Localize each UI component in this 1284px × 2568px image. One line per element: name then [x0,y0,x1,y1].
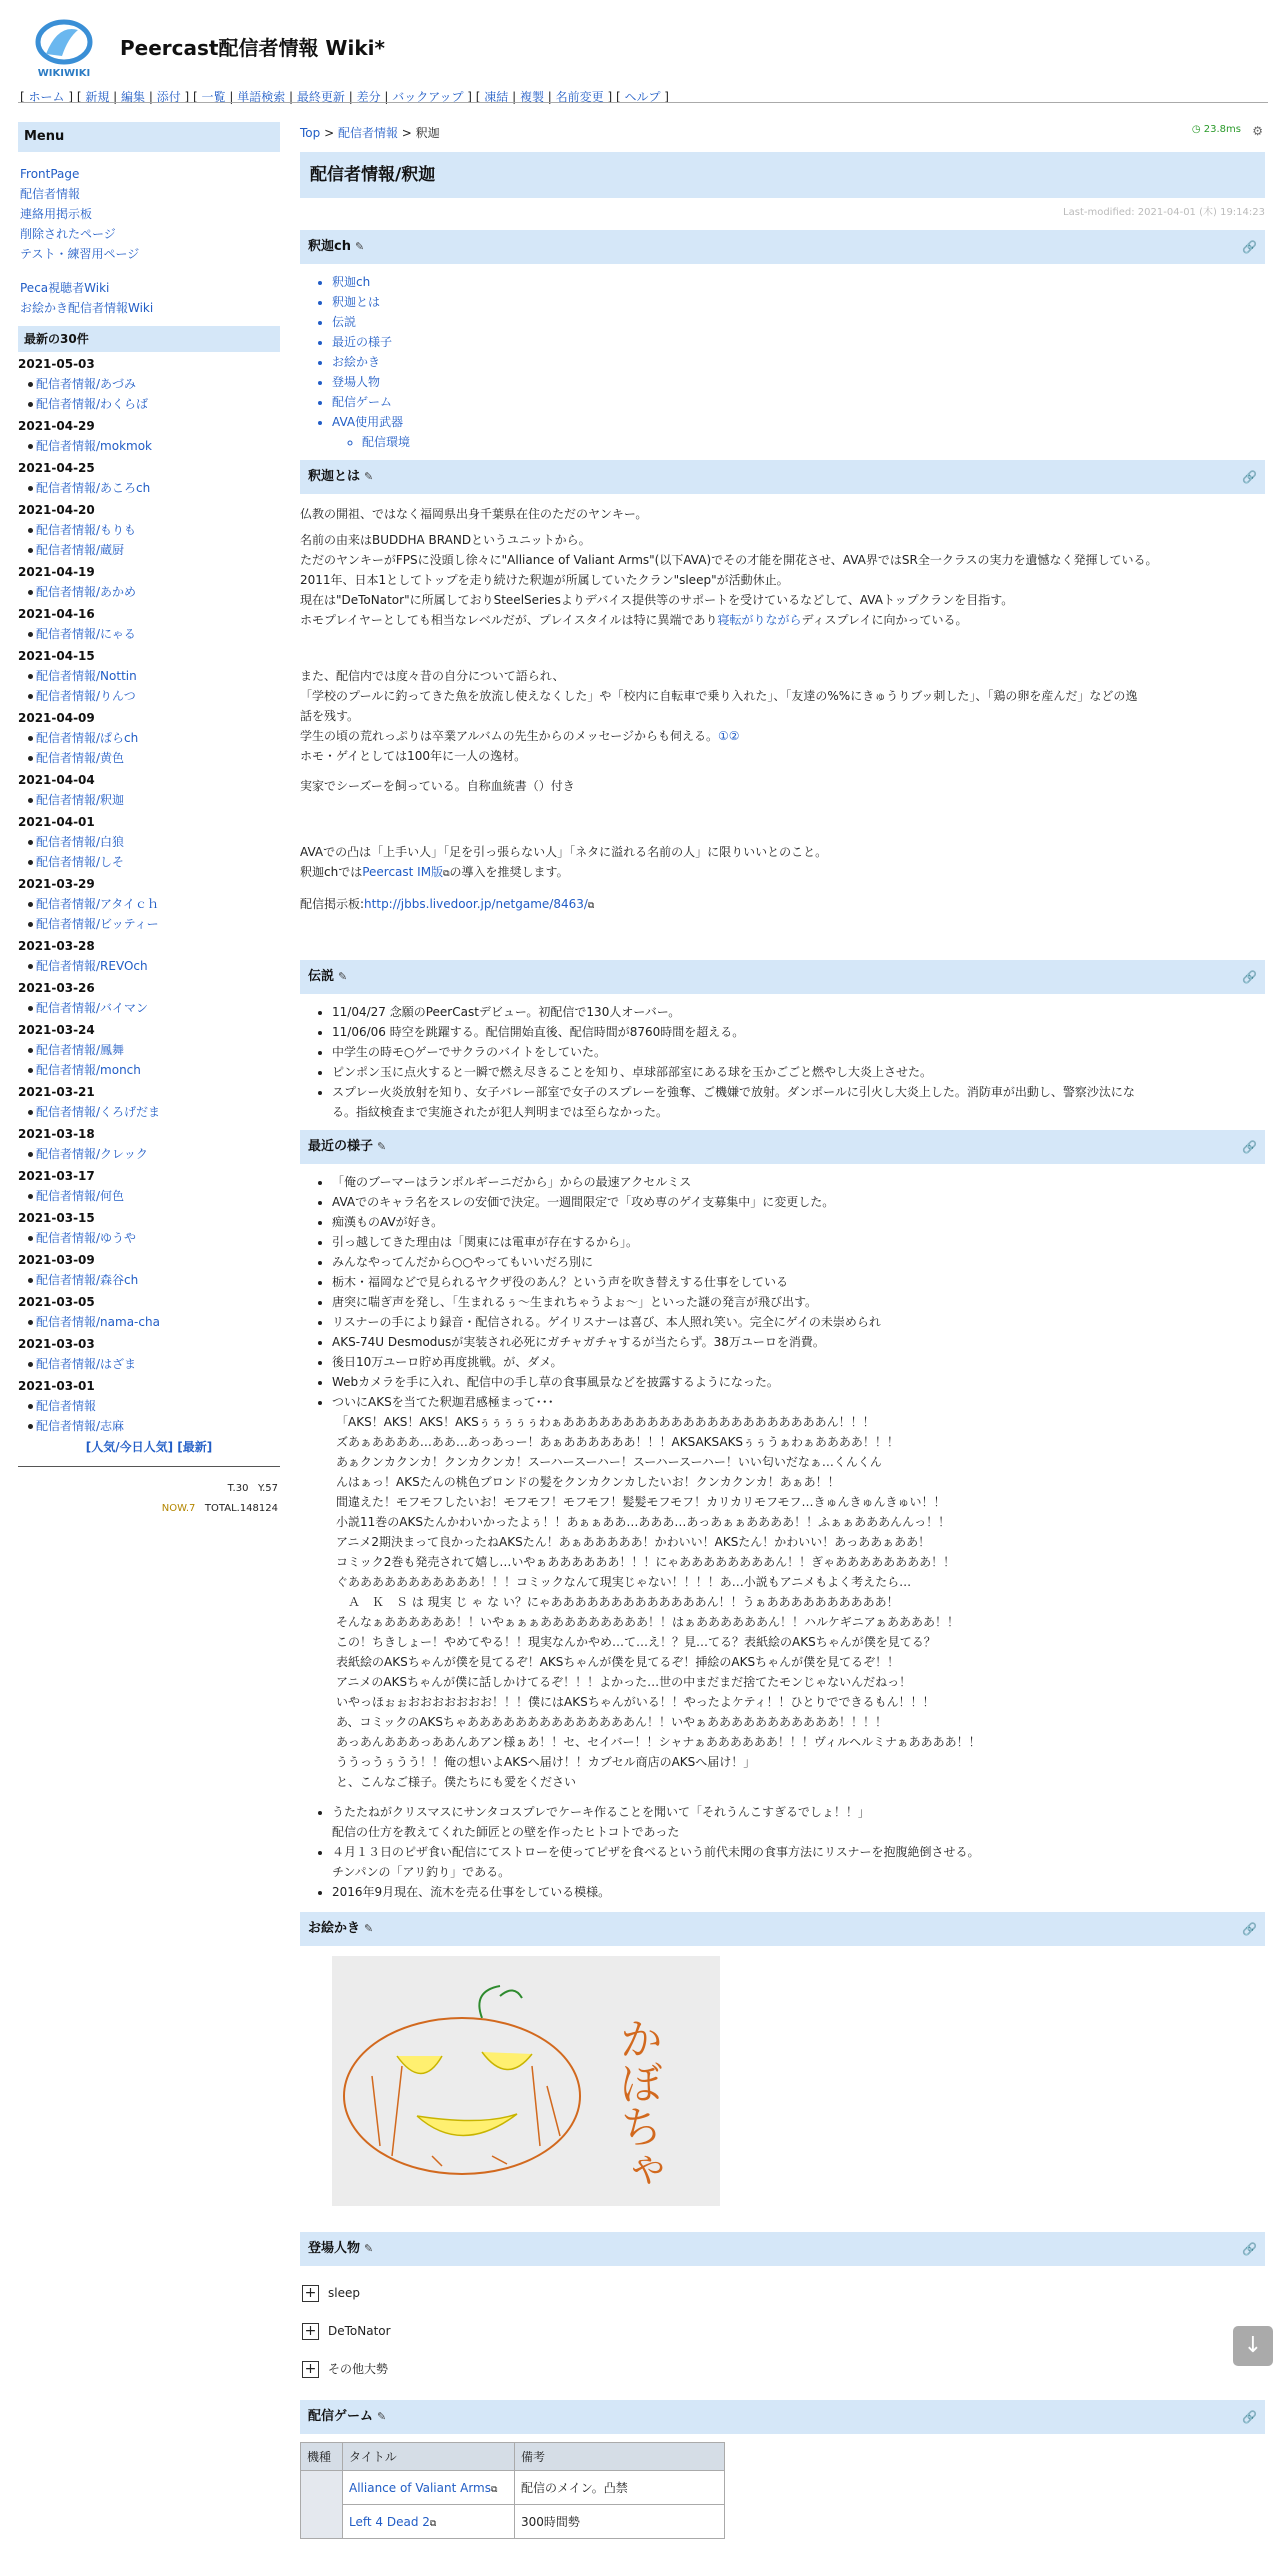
status-item: • AVAでのキャラ名をスレの安価で決定。一週間限定で「攻め専のゲイ支募集中」に変更した。 [332,1192,1265,1212]
recent-item[interactable]: 配信者情報/釈迦 [18,790,280,810]
col-header: タイトル [343,2443,515,2471]
about-body [300,504,1265,916]
about-line: また、配信内では度々昔の自分について語られ、 [300,669,565,683]
status-item: • うたたねがクリスマスにサンタコスプレでケーキ作ることを聞いて「それうんこすぎるでしょ！！」 配信の仕方を教えてくれた師匠との壁を作ったヒトコトであった [332,1802,1265,1842]
status-spacer [332,1792,1265,1802]
render-time [1192,124,1241,135]
plus-icon[interactable]: + [302,2285,319,2302]
character-item[interactable] [300,2350,1265,2388]
recent-item[interactable]: 配信者情報/あづみ [18,374,280,394]
toc-item[interactable]: • お絵かき [332,352,1265,372]
game-link[interactable]: Alliance of Valiant Arms [349,2480,491,2495]
nav-link[interactable]: 最終更新 [296,90,345,104]
status-item: • AKS-74U Desmodusが実装され必死にガチャガチャするが当たらず。38万ユーロを消費。 [332,1332,1265,1352]
breadcrumb-sep: > [320,126,338,140]
recent-item[interactable]: 配信者情報 [18,1396,280,1416]
status-cont: チンパンの「アリ釣り」である。 [332,1865,511,1879]
recent-item[interactable]: 配信者情報/ぱらch [18,728,280,748]
quote-line: ぐあああああああああああ！！！コミックなんて現実じゃない！！！！あ…小説もアニメもよく考えたら… [336,1575,912,1589]
recent-item[interactable]: 配信者情報/にゃる [18,624,280,644]
recent-date: 2021-03-21 [18,1085,95,1099]
pencil-icon[interactable]: ✎ [364,1922,374,1935]
counter-y: Y.57 [258,1483,278,1494]
status-item: • 2016年9月現在、流木を売る仕事をしている模様。 [332,1882,1265,1902]
recent-item[interactable]: 配信者情報/あころch [18,478,280,498]
sleeping-link[interactable]: 寝転がりながら [717,613,802,627]
recent-footer [18,1436,280,1458]
legend-item: • 11/04/27 念願のPeerCastデビュー。初配信で130人オーバー。 [332,1002,1265,1022]
peercast-im-link[interactable]: Peercast IM版 [362,865,444,879]
counter-now: NOW.7 [161,1503,196,1514]
recent-status-list [300,1172,1265,1902]
legend-item: • スプレー火炎放射を知り、女子バレー部室で女子のスプレーを強奪、ご機嫌で放射。ダンボールに引火し大炎上した。消防車が出動し、警察沙汰にな る。指紋検査まで実施されたが犯人判明までは至らなかった。 [332,1082,1265,1122]
quote-line: いやっほぉぉおおおおおおお！！！僕にはAKSちゃんがいる！！やったよケティ！！ひとりでできるもん！！！ [336,1695,935,1709]
recent-date: 2021-03-09 [18,1253,95,1267]
wikiwiki-logo[interactable] [28,18,100,80]
nav-link[interactable]: 添付 [156,90,181,104]
col-header: 備考 [515,2443,725,2471]
quote-line: ううっうぅうう！！俺の想いよAKSへ届け！！カブセル商店のAKSへ届け！」 [336,1755,756,1769]
nav-link[interactable]: 新規 [85,90,110,104]
table-cell: 配信のメイン。凸禁 [515,2471,725,2505]
site-title: Peercast配信者情報 Wiki* [120,36,385,60]
menu-link[interactable]: テスト・練習用ページ [20,247,140,261]
status-item: • リスナーの手により録音・配信される。ゲイリスナーは喜び、本人照れ笑い。完全にゲイの未崇められ [332,1312,1265,1332]
character-item[interactable] [300,2312,1265,2350]
quote-line: 「AKS！AKS！AKS！AKSぅぅぅぅぅわぁああああああああああああああああああああああん！！！ [336,1415,875,1429]
latest-link[interactable]: [最新] [177,1440,213,1454]
clock-icon: ◷ [1191,124,1201,135]
about-line: 現在は"DeToNator"に所属しておりSteelSeriesよりデバイス提供等のサポートを受けているなどして、AVAトップクランを目指す。 [300,593,1014,607]
menu-link[interactable]: 削除されたページ [20,227,116,241]
recent-item[interactable]: 配信者情報/黄色 [18,748,280,768]
nav-link[interactable]: 一覧 [201,90,226,104]
table-row [301,2471,725,2505]
nav-link[interactable]: 単語検索 [237,90,286,104]
recent-date: 2021-04-01 [18,815,95,829]
toc-item[interactable]: • 釈迦ch [332,272,1265,292]
link-icon[interactable]: 🔗 [1242,1140,1257,1154]
status-item: • 「俺のブーマーはランボルギーニだから」からの最速アクセルミス [332,1172,1265,1192]
toc-item[interactable]: • AVA使用武器 [332,412,1265,432]
pencil-icon[interactable]: ✎ [377,2410,387,2423]
section-title: 釈迦とは [308,469,361,484]
status-item: • 後日10万ユーロ貯め再度挑戦。が、ダメ。 [332,1352,1265,1372]
breadcrumb-top[interactable]: Top [300,126,321,140]
recent-date: 2021-04-04 [18,773,95,787]
sidebar-menu [18,122,280,1519]
about-p1: 仏教の開祖、ではなく福岡県出身千葉県在住のただのヤンキー。 [300,507,648,521]
recent-item[interactable]: 配信者情報/mokmok [18,436,280,456]
status-cont: 配信の仕方を教えてくれた師匠との壁を作ったヒトコトであった [332,1825,680,1839]
menu-title: Menu [18,122,280,152]
about-p3b: ホモ・ゲイとしては100年に一人の逸材。 [300,749,527,763]
table-cell [301,2471,343,2539]
recent-item[interactable]: 配信者情報/もりも [18,520,280,540]
external-link-icon: ⧉ [429,2518,437,2529]
recent-item[interactable]: 配信者情報/くろげだま [18,1102,280,1122]
section-title: お絵かき [308,1921,361,1936]
character-name: sleep [328,2286,360,2300]
page-title: 配信者情報/釈迦 [300,152,1265,198]
character-name: DeToNator [328,2324,391,2338]
status-item: • Webカメラを手に入れ、配信中の手し草の食事風景などを披露するようになった。 [332,1372,1265,1392]
quote-line: アニメのAKSちゃんが僕に話しかけてるぞ！！！よかった…世の中まだまだ捨てたモンじゃないんだねっ！ [336,1675,912,1689]
table-cell [343,2471,515,2505]
recent-date: 2021-05-03 [18,357,95,371]
menu-link[interactable]: 連絡用掲示板 [20,207,93,221]
nav-link[interactable]: 複製 [519,90,544,104]
menu-link[interactable]: Peca視聴者Wiki [20,281,110,295]
game-link[interactable]: Left 4 Dead 2 [349,2514,430,2529]
pumpkin-drawing [332,1956,720,2206]
section-title: 配信ゲーム [308,2409,374,2424]
link-icon[interactable]: 🔗 [1242,470,1257,484]
toc-item[interactable]: • 伝説 [332,312,1265,332]
about-line: 名前の由来はBUDDHA BRANDというユニットから。 [300,533,591,547]
status-item: • ついにAKSを当てた釈迦君感極まって･･･ 「AKS！AKS！AKS！AKSぅぅぅぅぅわぁああああああああああああああああああああああん！！！ ズあぁああああ…ああ…あっあっー！あぁああああああ！！！AKSAKSAKSぅぅうぁわぁああああ！！！ あぁクンカクンカ！クンカクンカ！スーハースーハー！スーハースーハー！いい匂いだなぁ…くんくん んはぁっ！AKSたんの桃色ブロンドの髪をクンカクンカしたいお！クンカクンカ！あぁあ！！ 間違えた！モフモフしたいお！モフモフ！モフモフ！髪髪モフモフ！カリカリモフモフ…きゅんきゅんきゅい！！ 小説11巻のAKSたんかわいかったよぅ！！あぁぁああ…あああ…あっあぁぁああああ！！ふぁぁあああんんっ！！ アニメ2期決まって良かったねAKSたん！あぁあああああ！かわいい！AKSたん！かわいい！あっああぁああ！ コミック2巻も発売されて嬉し…いやぁああああああ！！！にゃああああああああん！！ぎゃああああああああ！！ ぐあああああああああああ！！！コミックなんて現実じゃない！！！！あ…小説もアニメもよく考えたら… Ａ Ｋ Ｓ は 現実 じ ゃ な い？にゃあああああああああああああん！！うぁああああああああああ！ そんなぁああああああ！！いやぁぁぁあああああああああ！！はぁああああああん！！ハルケギニアぁああああ！！ この！ちきしょー！やめてやる！！現実なんかやめ…て…え！？見…てる？表紙絵のAKSちゃんが僕を見てる？ 表紙絵のAKSちゃんが僕を見てるぞ！AKSちゃんが僕を見てるぞ！挿絵のAKSちゃんが僕を見てるぞ！！ アニメのAKSちゃんが僕に話しかけてるぞ！！！よかった…世の中まだまだ捨てたモンじゃないんだねっ！ いやっほぉぉおおおおおおお！！！僕にはAKSちゃんがいる！！やったよケティ！！ひとりでできるもん！！！ あ、コミックのAKSちゃああああああああああああああん！！いやぁあああああああああああ！！！！ あっあんあああっああんあアン様ぁあ！！セ、セイバー！！シャナぁああああああ！！！ヴィルヘルミナぁああああ！！ ううっうぅうう！！俺の想いよAKSへ届け！！カブセル商店のAKSへ届け！」 と、こんなご様子。僕たちにも愛をください [332,1392,1265,1792]
status-item: • 栃木・福岡などで見られるヤクザ役のあん？という声を吹き替えする仕事をしている [332,1272,1265,1292]
section-title: 釈迦ch [308,239,351,254]
menu-links-external [18,264,280,318]
recent-item[interactable]: 配信者情報/しそ [18,852,280,872]
recent-date: 2021-04-09 [18,711,95,725]
pencil-icon[interactable]: ✎ [338,970,348,983]
quote-block [332,1412,1265,1792]
recent-date: 2021-03-26 [18,981,95,995]
quote-line: と、こんなご様子。僕たちにも愛をください [336,1775,577,1789]
link-icon[interactable]: 🔗 [1242,1922,1257,1936]
gear-icon[interactable]: ⚙ [1252,124,1263,138]
status-item: • みんなやってんだから○○やってもいいだろ別に [332,1252,1265,1272]
album-link[interactable]: ①② [717,729,740,743]
about-line: ただのヤンキーがFPSに没頭し徐々に"Alliance of Valiant Arms"(以下AVA)でその才能を開花させ、AVA界ではSR全一クラスの実力を遺憾なく発揮している。 [300,553,1158,567]
about-line: 2011年、日本1としてトップを走り続けた釈迦が所属していたクラン"sleep"が活動休止。 [300,573,789,587]
pencil-icon[interactable]: ✎ [364,2242,374,2255]
recent-item[interactable]: 配信者情報/アタイｃｈ [18,894,280,914]
status-item: • ４月１３日のピザ食い配信にてストローを使ってピザを食べるという前代未聞の食事方法にリスナーを抱腹絶倒させる。 チンパンの「アリ釣り」である。 [332,1842,1265,1882]
quote-line: コミック2巻も発売されて嬉し…いやぁああああああ！！！にゃああああああああん！！ぎゃああああああああ！！ [336,1555,956,1569]
header-divider [18,102,1268,103]
toc-sublist [332,432,1265,452]
table-header-row [301,2443,725,2471]
recent-item[interactable]: 配信者情報/わくらば [18,394,280,414]
breadcrumb [300,122,1265,144]
recent-item[interactable]: 配信者情報/monch [18,1060,280,1080]
recent-item[interactable]: 配信者情報/はざま [18,1354,280,1374]
recent-date: 2021-04-20 [18,503,95,517]
recent-date: 2021-03-03 [18,1337,95,1351]
link-icon[interactable]: 🔗 [1242,2410,1257,2424]
about-p4: 実家でシーズーを飼っている。自称血統書（）付き [300,779,575,793]
col-header: 機種 [301,2443,343,2471]
recent-item[interactable]: 配信者情報/クレック [18,1144,280,1164]
nav-link[interactable]: バックアップ [392,90,464,104]
recent-item[interactable]: 配信者情報/あかめ [18,582,280,602]
section-games-heading [300,2400,1265,2434]
games-table [300,2442,725,2539]
nav-link[interactable]: 凍結 [484,90,509,104]
recent-item[interactable]: 配信者情報/バイマン [18,998,280,1018]
recent-item[interactable]: 配信者情報/鳳舞 [18,1040,280,1060]
about-p6: 釈迦chではPeercast IM版⧉の導入を推奨します。 [300,865,569,879]
link-icon[interactable]: 🔗 [1242,970,1257,984]
quote-line: 表紙絵のAKSちゃんが僕を見てるぞ！AKSちゃんが僕を見てるぞ！挿絵のAKSちゃんが僕を見てるぞ！！ [336,1655,900,1669]
recent-item[interactable]: 配信者情報/REVOch [18,956,280,976]
link-icon[interactable]: 🔗 [1242,240,1257,254]
bbs-link[interactable]: http://jbbs.livedoor.jp/netgame/8463/ [364,897,588,911]
recent-item[interactable]: 配信者情報/Nottin [18,666,280,686]
quote-line: 小説11巻のAKSたんかわいかったよぅ！！あぁぁああ…あああ…あっあぁぁああああ！！ふぁぁあああんんっ！！ [336,1515,951,1529]
external-link-icon: ⧉ [491,2484,498,2495]
popular-link[interactable]: [人気/今日人気] [85,1440,174,1454]
toc-subitem[interactable]: ◦ 配信環境 [362,432,1265,452]
plus-icon[interactable]: + [302,2323,319,2340]
section-characters-heading [300,2232,1265,2266]
section-about-heading [300,460,1265,494]
table-row [301,2505,725,2539]
recent-date: 2021-03-28 [18,939,95,953]
recent-date: 2021-04-29 [18,419,95,433]
external-link-icon: ⧉ [587,901,595,911]
breadcrumb-sep: > [397,126,416,140]
recent-date: 2021-04-25 [18,461,95,475]
quote-line: ズあぁああああ…ああ…あっあっー！あぁああああああ！！！AKSAKSAKSぅぅうぁわぁああああ！！！ [336,1435,899,1449]
recent-date: 2021-04-19 [18,565,95,579]
nav-link[interactable]: 編集 [121,90,146,104]
quote-line: あ、コミックのAKSちゃああああああああああああああん！！いやぁあああああああああああ！！！！ [336,1715,887,1729]
nav-link[interactable]: 名前変更 [555,90,604,104]
legend-item: • ピンポン玉に点火すると一瞬で燃え尽きることを知り、卓球部部室にある球を玉かごごと燃やし大炎上させた。 [332,1062,1265,1082]
about-p2 [300,530,1265,610]
section-title: 最近の様子 [308,1139,374,1154]
counter-t: T.30 [227,1483,249,1494]
render-time-value: 23.8ms [1203,124,1241,135]
arrow-down-icon[interactable]: ↓ [1233,2326,1273,2366]
drawing-caption: かぼちゃ [611,2016,663,2192]
recent-list [18,354,280,1436]
menu-link[interactable]: FrontPage [20,167,80,181]
recent-date: 2021-04-15 [18,649,95,663]
recent-item[interactable]: 配信者情報/りんつ [18,686,280,706]
recent-date: 2021-03-05 [18,1295,95,1309]
quote-line: あっあんあああっああんあアン様ぁあ！！セ、セイバー！！シャナぁああああああ！！！ヴィルヘルミナぁああああ！！ [336,1735,981,1749]
character-name: その他大勢 [328,2362,389,2376]
quote-line: そんなぁああああああ！！いやぁぁぁあああああああああ！！はぁああああああん！！ハルケギニアぁああああ！！ [336,1615,960,1629]
recent-date: 2021-03-29 [18,877,95,891]
pencil-icon[interactable]: ✎ [364,470,374,483]
recent-item[interactable]: 配信者情報/ゆうや [18,1228,280,1248]
recent-title: 最新の30件 [18,326,280,352]
access-counter [18,1479,280,1519]
breadcrumb-parent[interactable]: 配信者情報 [337,126,398,140]
link-icon[interactable]: 🔗 [1242,2242,1257,2256]
quote-line: この！ちきしょー！やめてやる！！現実なんかやめ…て…え！？見…てる？表紙絵のAKSちゃんが僕を見てる？ [336,1635,936,1649]
toc-item[interactable]: • 配信ゲーム [332,392,1265,412]
plus-icon[interactable]: + [302,2361,319,2378]
recent-item[interactable]: 配信者情報/蔵厨 [18,540,280,560]
recent-date: 2021-03-17 [18,1169,95,1183]
section-toc-heading [300,230,1265,264]
sidebar-divider [18,1466,280,1467]
section-title: 登場人物 [308,2241,361,2256]
about-p2-last: ホモプレイヤーとしても相当なレベルだが、プレイスタイルは特に異端であり寝転がりながらディスプレイに向かっている。 [300,613,968,627]
section-title: 伝説 [308,969,335,984]
quote-line: んはぁっ！AKSたんの桃色ブロンドの髪をクンカクンカしたいお！クンカクンカ！あぁあ！！ [336,1475,840,1489]
nav-link[interactable]: ヘルプ [624,90,661,104]
recent-item[interactable]: 配信者情報/志麻 [18,1416,280,1436]
top-navbar: [ ホーム ] [ 新規 | 編集 | 添付 ] [ 一覧 | 単語検索 | 最終更新 | 差分 | バックアップ ] [ 凍結 | 複製 | 名前変更 ] [ ヘルプ ] [20,90,669,104]
about-p7: 配信掲示板:http://jbbs.livedoor.jp/netgame/8463/⧉ [300,897,595,911]
about-p3 [300,666,1265,726]
toc-item[interactable]: • 登場人物 [332,372,1265,392]
about-line: 「学校のプールに釣ってきた魚を放流し使えなくした」や「校内に自転車で乗り入れた」、「友達の%%にきゅうりブッ刺した」、「鶏の卵を産んだ」などの逸 [300,689,1138,703]
about-p5: AVAでの凸は「上手い人」「足を引っ張らない人」「ネタに溢れる名前の人」に限りいいとのこと。 [300,845,828,859]
last-modified: Last-modified: 2021-04-01 (木) 19:14:23 [1063,207,1265,218]
about-p3-last: 学生の頃の荒れっぷりは卒業アルバムの先生からのメッセージからも伺える。①② [300,729,740,743]
section-recent-heading [300,1130,1265,1164]
status-item: • 引っ越してきた理由は「関東には電車が存在するから」。 [332,1232,1265,1252]
counter-total: TOTAL.148124 [204,1503,278,1514]
status-item: • 痴漢ものAVが好き。 [332,1212,1265,1232]
menu-link[interactable]: 配信者情報 [20,187,81,201]
quote-line: あぁクンカクンカ！クンカクンカ！スーハースーハー！スーハースーハー！いい匂いだなぁ…くんくん [336,1455,882,1469]
recent-date: 2021-04-16 [18,607,95,621]
recent-date: 2021-03-01 [18,1379,95,1393]
external-link-icon: ⧉ [443,869,450,879]
pencil-icon[interactable]: ✎ [354,240,365,253]
pencil-icon[interactable]: ✎ [377,1140,387,1153]
about-line: 話を残す。 [300,709,360,723]
quote-line: 間違えた！モフモフしたいお！モフモフ！モフモフ！髪髪モフモフ！カリカリモフモフ…きゅんきゅんきゅい！！ [336,1495,946,1509]
site-header [18,14,1268,104]
legend-item: • 11/06/06 時空を跳躍する。配信開始直後、配信時間が8760時間を超える。 [332,1022,1265,1042]
table-cell: 300時間勢 [515,2505,725,2539]
menu-link[interactable]: お絵かき配信者情報Wiki [20,301,154,315]
menu-links [18,152,280,264]
section-legend-heading [300,960,1265,994]
nav-link[interactable]: ホーム [28,90,65,104]
recent-item[interactable]: 配信者情報/何色 [18,1186,280,1206]
character-list [300,2274,1265,2388]
recent-item[interactable]: 配信者情報/白狼 [18,832,280,852]
toc-item[interactable]: • 最近の様子 [332,332,1265,352]
legend-list [300,1002,1265,1122]
breadcrumb-current: 釈迦 [415,126,440,140]
character-item[interactable] [300,2274,1265,2312]
recent-item[interactable]: 配信者情報/ビッティー [18,914,280,934]
recent-item[interactable]: 配信者情報/森谷ch [18,1270,280,1290]
recent-date: 2021-03-18 [18,1127,95,1141]
quote-line: アニメ2期決まって良かったねAKSたん！あぁあああああ！かわいい！AKSたん！かわいい！あっああぁああ！ [336,1535,931,1549]
toc-item[interactable]: • 釈迦とは [332,292,1265,312]
legend-item: • 中学生の時モ○ゲーでサクラのバイトをしていた。 [332,1042,1265,1062]
section-oekaki-heading [300,1912,1265,1946]
recent-date: 2021-03-15 [18,1211,95,1225]
recent-date: 2021-03-24 [18,1023,95,1037]
recent-item[interactable]: 配信者情報/nama-cha [18,1312,280,1332]
status-item: • 唐突に喘ぎ声を発し、「生まれるぅ～生まれちゃうよぉ～」といった謎の発言が飛び出す。 [332,1292,1265,1312]
svg-text:WIKIWIKI: WIKIWIKI [37,68,91,79]
table-cell [343,2505,515,2539]
quote-line: Ａ Ｋ Ｓ は 現実 じ ゃ な い？にゃあああああああああああああん！！うぁああああああああああ！ [336,1595,899,1609]
nav-link[interactable]: 差分 [356,90,381,104]
table-of-contents [300,272,1265,452]
main-content [300,122,1265,2539]
